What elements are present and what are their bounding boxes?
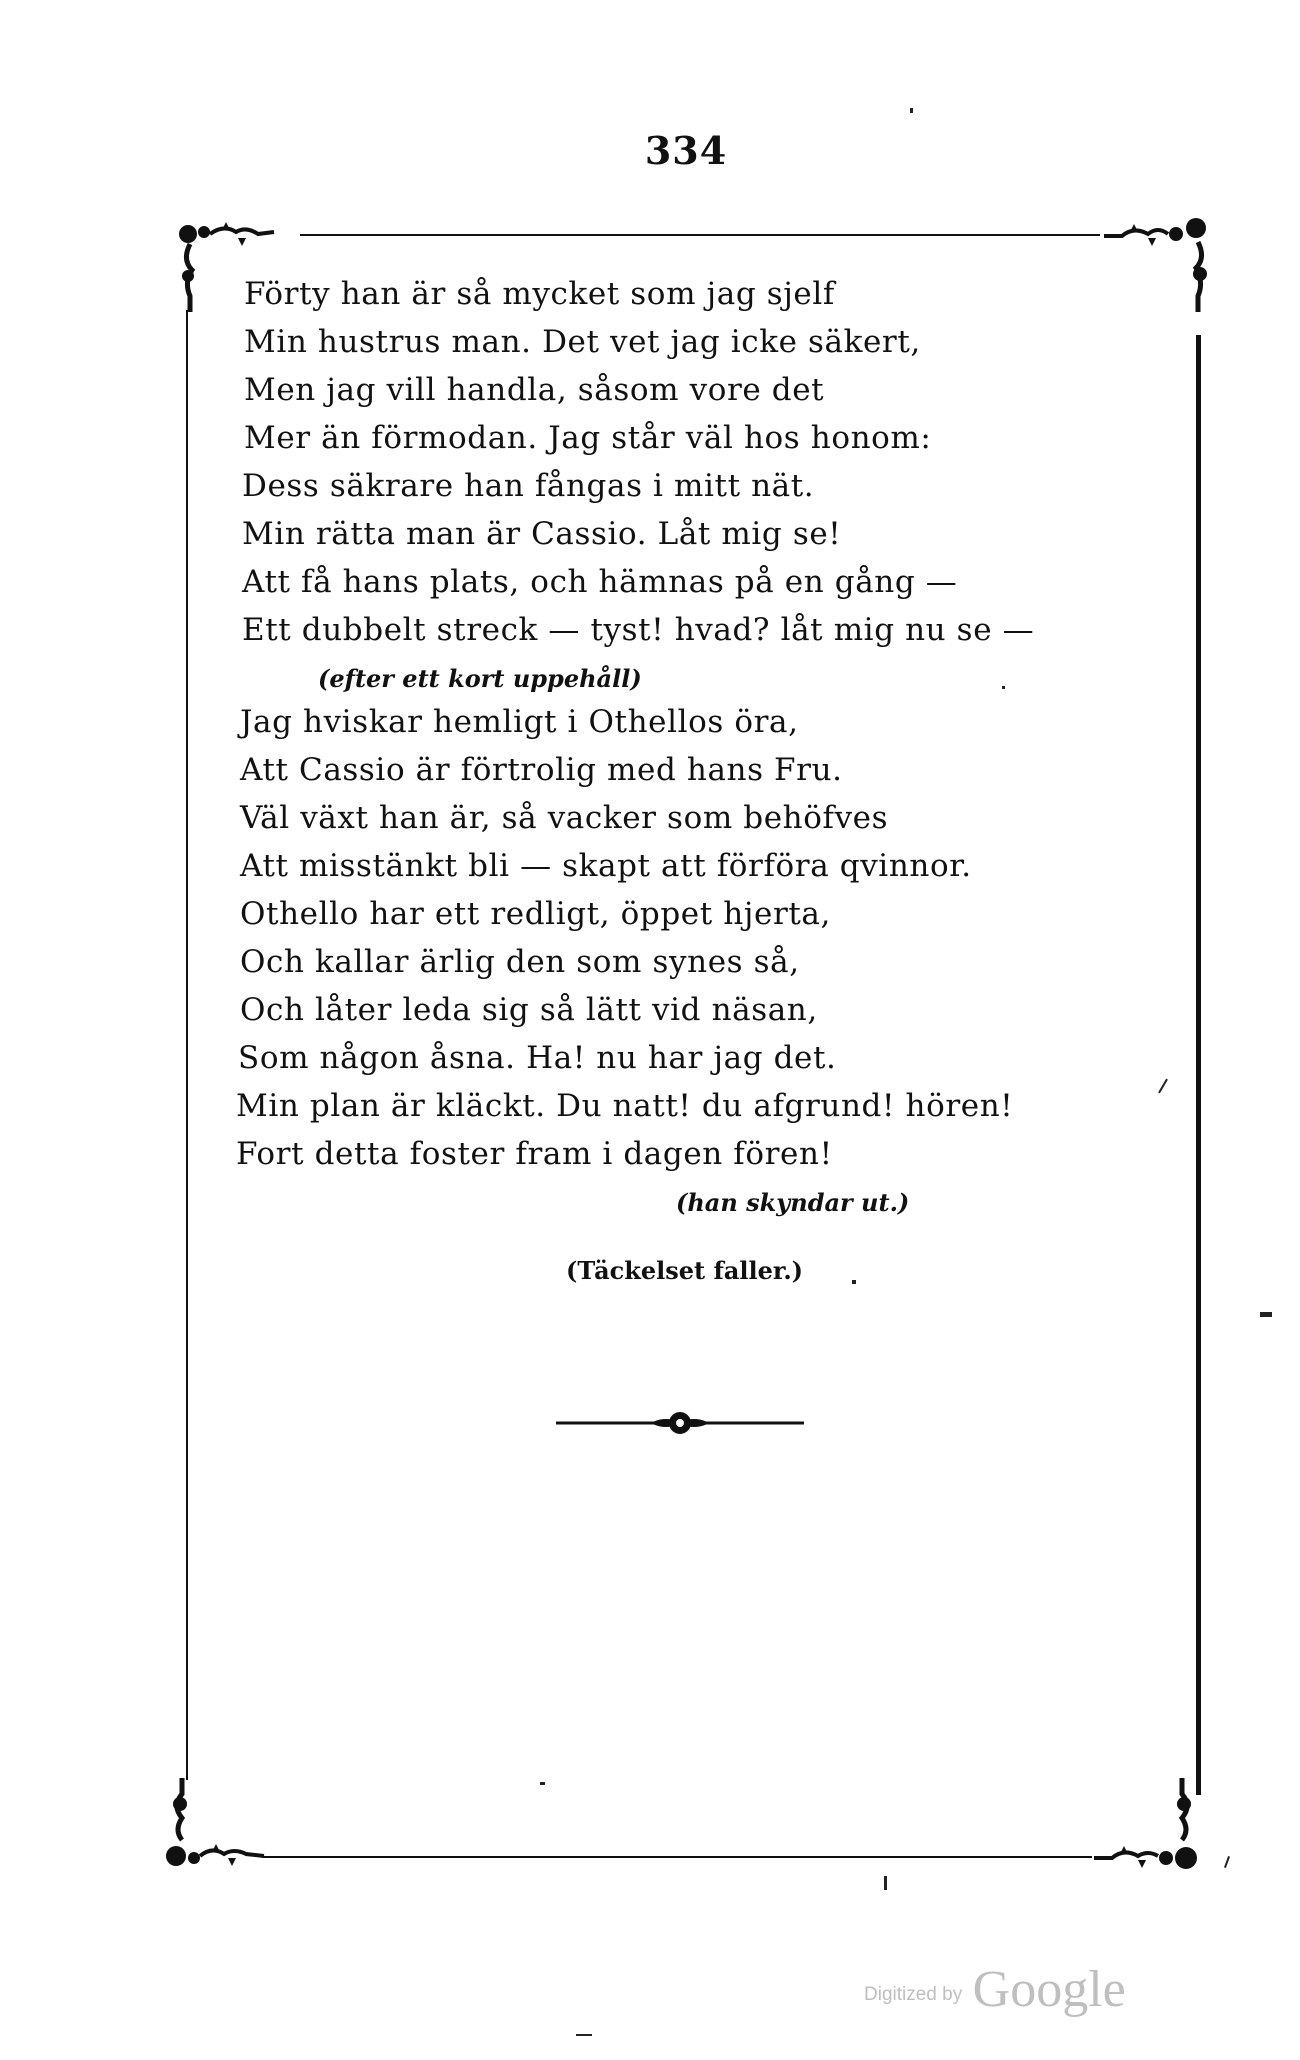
verse-line: Jag hviskar hemligt i Othellos öra, — [240, 704, 799, 740]
verse-line: Men jag vill handla, såsom vore det — [244, 372, 825, 408]
scan-speck — [852, 1280, 856, 1284]
watermark-prefix: Digitized by — [864, 1984, 963, 2005]
verse-line: Som någon åsna. Ha! nu har jag det. — [238, 1040, 837, 1076]
frame-right-rule — [1196, 335, 1201, 1795]
page-number: 334 — [644, 128, 728, 173]
corner-ornament-bottom-left-icon — [160, 1774, 270, 1874]
scan-speck — [1158, 1079, 1168, 1094]
scan-speck — [910, 108, 913, 113]
scan-speck — [540, 1782, 545, 1785]
verse-line: Othello har ett redligt, öppet hjerta, — [240, 896, 831, 932]
verse-line: Mer än förmodan. Jag står väl hos honom: — [244, 420, 932, 456]
end-rule-ornament-icon — [554, 1406, 806, 1440]
stage-direction-exit: (han skyndar ut.) — [676, 1188, 910, 1217]
frame-bottom-rule — [262, 1856, 1092, 1858]
verse-line: Att misstänkt bli — skapt att förföra qvinnor. — [240, 848, 972, 884]
scan-speck — [1224, 1856, 1230, 1868]
scan-speck — [576, 2034, 592, 2036]
verse-line: Och kallar ärlig den som synes så, — [240, 944, 800, 980]
watermark-brand: Google — [972, 1961, 1126, 2018]
verse-line: Att få hans plats, och hämnas på en gång — — [242, 564, 958, 600]
frame-top-rule — [300, 234, 1100, 236]
corner-ornament-bottom-right-icon — [1090, 1774, 1205, 1874]
verse-line: Min rätta man är Cassio. Låt mig se! — [242, 516, 842, 552]
verse-line: Min hustrus man. Det vet jag icke säkert, — [244, 324, 921, 360]
verse-line: Min plan är kläckt. Du natt! du afgrund! hören! — [236, 1088, 1014, 1124]
scan-speck — [1002, 686, 1005, 689]
digitization-watermark — [864, 1960, 1126, 2019]
verse-line: Att Cassio är förtrolig med hans Fru. — [240, 752, 843, 788]
verse-line: Ett dubbelt streck — tyst! hvad? låt mig nu se — — [242, 612, 1035, 648]
verse-line: Förty han är så mycket som jag sjelf — [244, 276, 835, 312]
stage-direction-pause: (efter ett kort uppehåll) — [318, 664, 642, 693]
curtain-note: (Täckelset faller.) — [566, 1256, 804, 1285]
verse-line: Fort detta foster fram i dagen fören! — [236, 1136, 833, 1172]
scan-speck — [884, 1876, 887, 1890]
corner-ornament-top-right-icon — [1100, 212, 1215, 320]
verse-line: Och låter leda sig så lätt vid näsan, — [240, 992, 818, 1028]
verse-line: Dess säkrare han fångas i mitt nät. — [242, 468, 815, 504]
verse-line: Väl växt han är, så vacker som behöfves — [240, 800, 889, 836]
scan-speck — [1260, 1312, 1272, 1317]
frame-left-rule — [186, 310, 188, 1780]
